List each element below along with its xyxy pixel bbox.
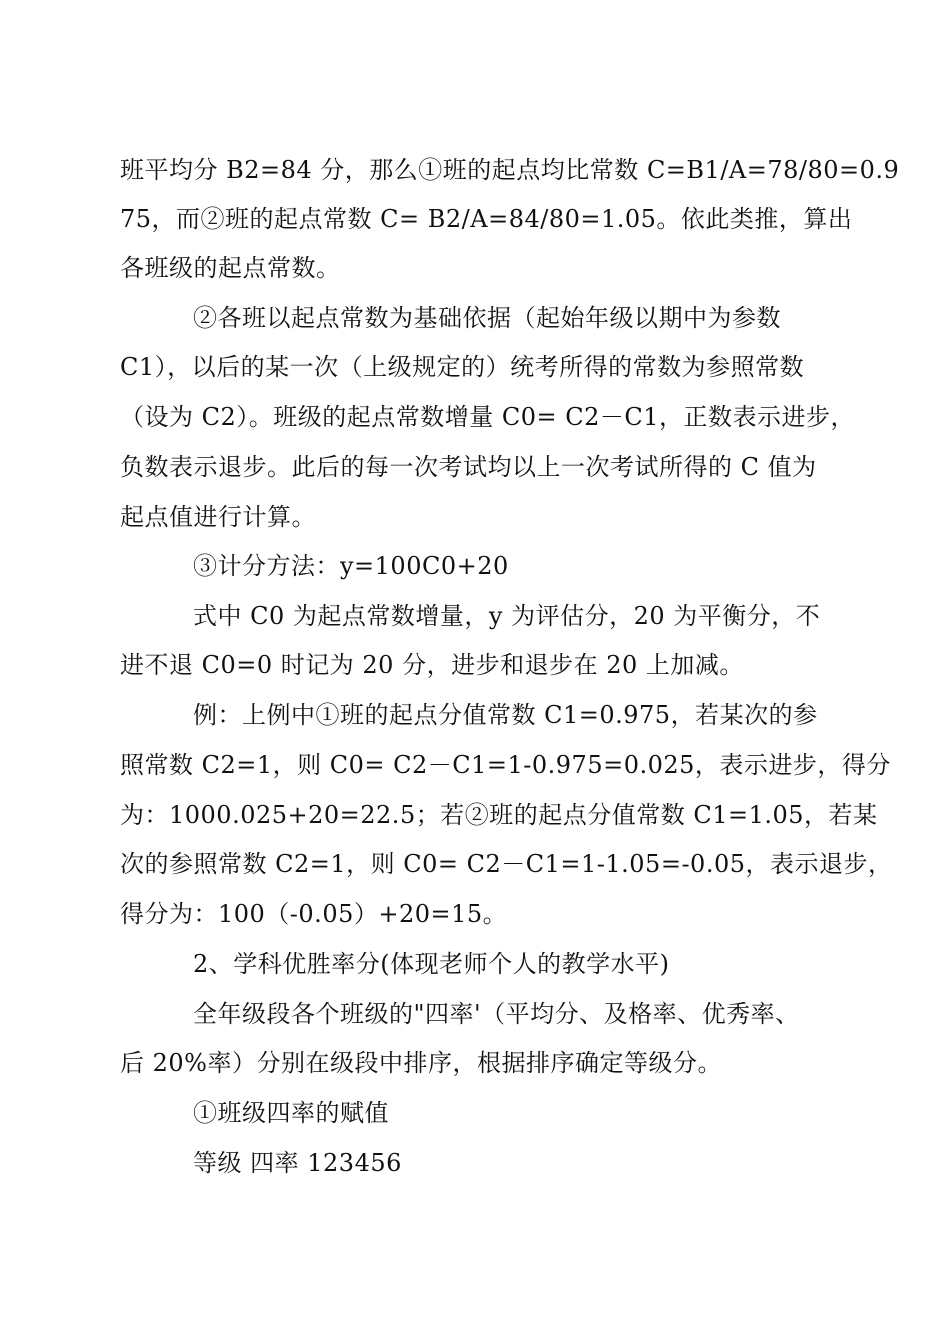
section-heading: 2、学科优胜率分(体现老师个人的教学水平) xyxy=(193,950,670,978)
table-header-line: 等级 四率 123456 xyxy=(193,1149,402,1177)
paragraph-start-line: ③计分方法：y=100C0+20 xyxy=(193,552,509,580)
paragraph-start-line: 例：上例中①班的起点分值常数 C1=0.975，若某次的参 xyxy=(193,701,818,729)
text-line: 得分为：100（-0.05）+20=15。 xyxy=(120,900,508,928)
text-line: 照常数 C2=1，则 C0= C2－C1=1-0.975=0.025，表示进步，得分 xyxy=(120,751,891,779)
subsection-heading: ①班级四率的赋值 xyxy=(193,1099,389,1127)
text-line: 75，而②班的起点常数 C= B2/A=84/80=1.05。依此类推，算出 xyxy=(120,205,853,233)
paragraph-start-line: 式中 C0 为起点常数增量，y 为评估分，20 为平衡分，不 xyxy=(193,602,821,630)
paragraph-start-line: ②各班以起点常数为基础依据（起始年级以期中为参数 xyxy=(193,304,781,332)
text-line: 负数表示退步。此后的每一次考试均以上一次考试所得的 C 值为 xyxy=(120,453,817,481)
paragraph-start-line: 全年级段各个班级的"四率'（平均分、及格率、优秀率、 xyxy=(193,1000,800,1028)
text-line: 次的参照常数 C2=1，则 C0= C2－C1=1-1.05=-0.05，表示退步， xyxy=(120,850,893,878)
text-line: （设为 C2）。班级的起点常数增量 C0= C2－C1，正数表示进步， xyxy=(120,403,856,431)
text-line: 进不退 C0=0 时记为 20 分，进步和退步在 20 上加减。 xyxy=(120,651,744,679)
text-line: 起点值进行计算。 xyxy=(120,503,316,531)
text-line: 各班级的起点常数。 xyxy=(120,254,341,282)
text-line: 后 20%率）分别在级段中排序，根据排序确定等级分。 xyxy=(120,1049,722,1077)
text-line: 为：1000.025+20=22.5；若②班的起点分值常数 C1=1.05，若某 xyxy=(120,801,878,829)
text-line: C1），以后的某一次（上级规定的）统考所得的常数为参照常数 xyxy=(120,353,805,381)
text-line: 班平均分 B2=84 分，那么①班的起点均比常数 C=B1/A=78/80=0.9 xyxy=(120,156,900,184)
